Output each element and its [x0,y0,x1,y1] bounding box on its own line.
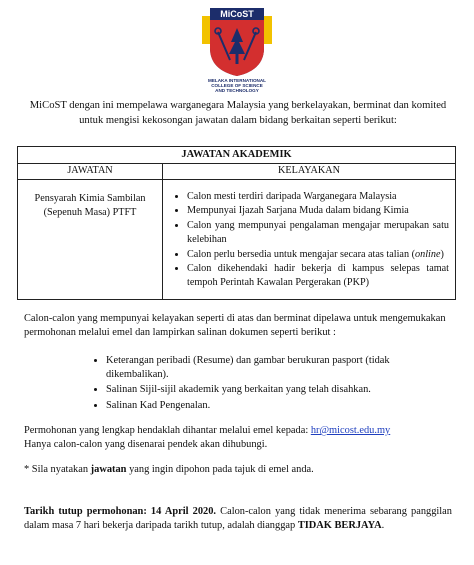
subject-note: * Sila nyatakan jawatan yang ingin dipohon pada tajuk di emel anda. [24,464,314,475]
shield-emblem-icon [196,2,278,78]
unsuccessful-label: TIDAK BERJAYA [297,520,382,532]
college-name-line: AND TECHNOLOGY [215,88,259,94]
online-emphasis: online [415,248,441,260]
deadline-label: Tarikh tutup permohonan: 14 April 2020. [24,506,217,517]
table-title: JAWATAN AKADEMIK [18,147,456,164]
left-wing-shape [202,16,210,44]
job-table [17,146,456,300]
requirements-list [163,190,449,291]
deadline-paragraph: Tarikh tutup permohonan: 14 April 2020. Calon-calon yang tidak menerima sebarang panggilan dalam masa 7 hari bekerja daripada tarikh tutup, adalah dianggap TIDAK BERJAYA. [24,506,452,532]
column-header-position: JAWATAN [18,164,163,180]
intro-paragraph: MiCoST dengan ini mempelawa warganegara Malaysia yang berkelayakan, berminat dan komited untuk mengisi kekosongan jawatan dalam bidang berkaitan seperti berikut: [29,100,447,126]
right-wing-shape [264,16,272,44]
college-name-line: MELAKA INTERNATIONAL [208,78,266,83]
college-name [170,78,304,94]
position-cell: Pensyarah Kimia Sambilan (Sepenuh Masa) PTFT [18,180,163,300]
contact-paragraph [24,424,452,452]
requirements-cell [163,180,456,300]
documents-list [86,354,446,414]
college-name-line: COLLEGE OF SCIENCE [211,83,263,89]
requirement-item: • Calon dikehendaki hadir bekerja di kampus selepas tamat tempoh Perintah Kawalan Pergerakan (PKP) [187,262,449,291]
contact-prefix: Permohonan yang lengkap hendaklah dihantar melalui emel kepada: [24,425,311,436]
email-link[interactable]: hr@micost.edu.my [310,425,391,436]
document-item: • Keterangan peribadi (Resume) dan gambar berukuran pasport (tidak dikembalikan). [106,354,446,382]
document-item: • Salinan Kad Pengenalan. [106,399,446,413]
column-header-requirements: KELAYAKAN [163,164,456,180]
requirement-item: • Calon yang mempunyai pengalaman mengajar merupakan satu kelebihan [187,219,449,248]
logo-text: MiCoST [220,9,254,19]
requirement-item: • Calon perlu bersedia untuk mengajar secara atas talian (online) [187,248,449,262]
requirement-item: • Calon mesti terdiri daripada Warganegara Malaysia [187,190,449,204]
application-paragraph: Calon-calon yang mempunyai kelayakan seperti di atas dan berminat dipelawa untuk mengemukakan permohonan melalui emel dan lampirkan salinan dokumen seperti berikut : [24,313,446,339]
requirement-item: • Mempunyai Ijazah Sarjana Muda dalam bidang Kimia [187,204,449,218]
shortlist-note: Hanya calon-calon yang disenarai pendek akan dihubungi. [24,439,268,451]
document-item: • Salinan Sijil-sijil akademik yang berkaitan yang telah disahkan. [106,383,446,397]
note-bold: jawatan [90,464,127,475]
